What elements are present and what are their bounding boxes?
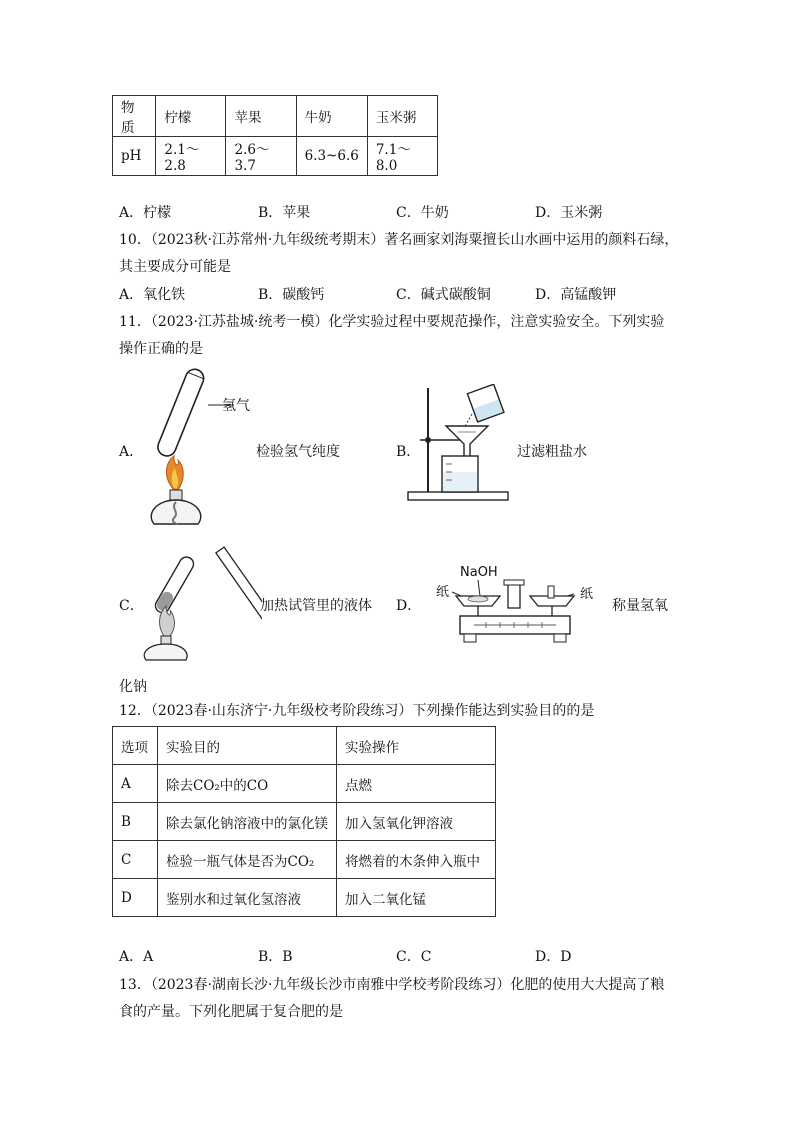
option-b: B．B — [258, 949, 293, 965]
question-13-text: 13．（2023春·湖南长沙·九年级长沙市南雅中学校考阶段练习）化肥的使用大大提高了粮 — [119, 977, 665, 993]
option-d: D． — [396, 598, 422, 614]
table-cell: 2.6～3.7 — [226, 137, 296, 176]
table-cell: pH — [113, 137, 156, 176]
table-cell: 牛奶 — [296, 96, 367, 137]
table-cell: 2.1～2.8 — [156, 137, 226, 176]
option-c: C．C — [396, 949, 432, 965]
table-cell: 除去氯化钠溶液中的氯化镁 — [158, 803, 337, 841]
question-10-text-cont: 其主要成分可能是 — [119, 259, 231, 275]
table-cell: 选项 — [113, 727, 158, 765]
hydrogen-label: 氢气 — [222, 398, 250, 414]
caption-d: 称量氢氧 — [612, 598, 668, 614]
caption-b: 过滤粗盐水 — [517, 444, 587, 460]
balance-weighing-figure — [430, 560, 610, 660]
question-13-text-cont: 食的产量。下列化肥属于复合肥的是 — [119, 1004, 343, 1020]
heating-test-tube-figure — [140, 540, 262, 662]
paper-label-right: 纸 — [580, 587, 594, 602]
option-d: D．玉米粥 — [535, 205, 603, 221]
table-cell: 7.1～8.0 — [367, 137, 437, 176]
option-c: C．碱式碳酸铜 — [396, 287, 491, 303]
option-a: A．A — [119, 949, 154, 965]
table-cell: 加入氢氧化钾溶液 — [337, 803, 496, 841]
caption-a: 检验氢气纯度 — [256, 444, 340, 460]
table-cell: 6.3~6.6 — [296, 137, 367, 176]
table-cell: 除去CO₂中的CO — [158, 765, 337, 803]
table-row — [113, 765, 496, 803]
table-row — [113, 727, 496, 765]
table-cell: 将燃着的木条伸入瓶中 — [337, 841, 496, 879]
table-cell: A — [113, 765, 158, 803]
table-cell: C — [113, 841, 158, 879]
question-11-text: 11．（2023·江苏盐城·统考一模）化学实验过程中要规范操作，注意实验安全。下列实验 — [119, 314, 665, 330]
option-c: C．牛奶 — [396, 205, 449, 221]
option-c: C． — [119, 598, 144, 614]
table-cell: 柠檬 — [156, 96, 226, 137]
table-row — [113, 803, 496, 841]
option-b: B．苹果 — [258, 205, 311, 221]
option-b: B．碳酸钙 — [258, 287, 325, 303]
table-cell: 苹果 — [226, 96, 296, 137]
experiment-table — [112, 726, 496, 917]
hydrogen-purity-test-figure — [140, 364, 250, 528]
question-12-text: 12．（2023春·山东济宁·九年级校考阶段练习）下列操作能达到实验目的的是 — [119, 703, 595, 719]
option-d: D．D — [535, 949, 572, 965]
table-cell: 检验一瓶气体是否为CO₂ — [158, 841, 337, 879]
caption-d-cont: 化钠 — [119, 679, 147, 695]
table-row — [113, 137, 438, 176]
table-row — [113, 96, 438, 137]
table-cell: 玉米粥 — [367, 96, 437, 137]
table-cell: B — [113, 803, 158, 841]
question-11-text-cont: 操作正确的是 — [119, 341, 203, 357]
naoh-label: NaOH — [460, 565, 498, 580]
option-b: B． — [396, 444, 421, 460]
ph-table — [112, 95, 438, 176]
table-cell: 鉴别水和过氧化氢溶液 — [158, 879, 337, 917]
caption-c: 加热试管里的液体 — [260, 598, 372, 614]
option-a: A． — [119, 444, 144, 460]
table-row — [113, 879, 496, 917]
filtration-figure — [406, 384, 514, 502]
option-a: A．柠檬 — [119, 205, 172, 221]
table-cell: D — [113, 879, 158, 917]
table-cell: 实验目的 — [158, 727, 337, 765]
paper-label-left: 纸 — [436, 585, 450, 600]
question-10-text: 10．（2023秋·江苏常州·九年级统考期末）著名画家刘海粟擅长山水画中运用的颜料石绿， — [119, 232, 679, 248]
table-cell: 加入二氧化锰 — [337, 879, 496, 917]
option-a: A．氧化铁 — [119, 287, 186, 303]
option-d: D．高锰酸钾 — [535, 287, 617, 303]
table-cell: 实验操作 — [337, 727, 496, 765]
table-row — [113, 841, 496, 879]
table-cell: 物质 — [113, 96, 156, 137]
table-cell: 点燃 — [337, 765, 496, 803]
